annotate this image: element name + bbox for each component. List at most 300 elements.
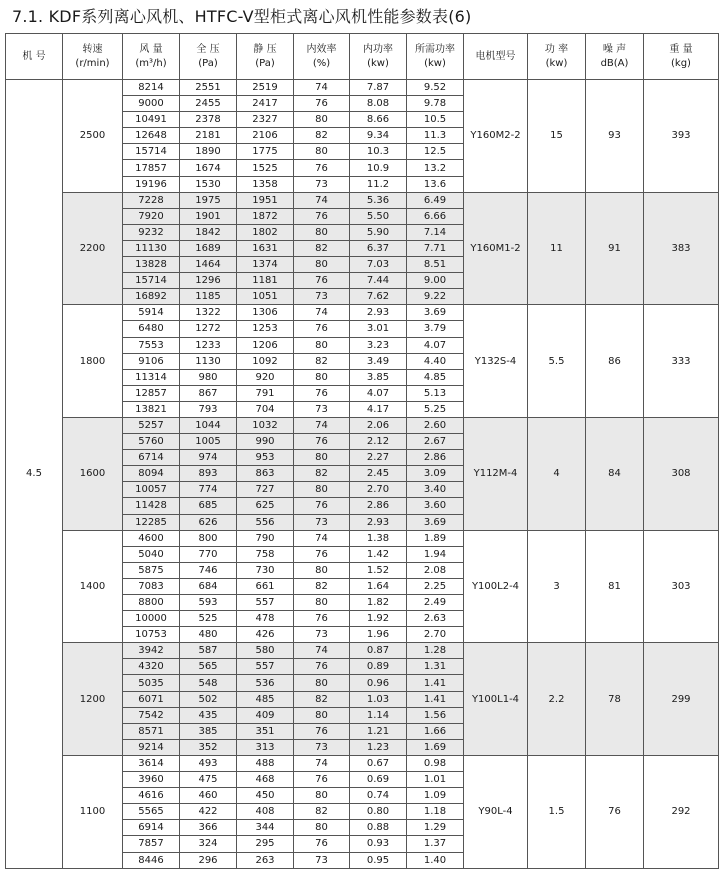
total-pressure-cell: 1975 bbox=[180, 192, 237, 208]
total-pressure-cell: 2455 bbox=[180, 96, 237, 112]
motor-model-cell: Y160M2-2 bbox=[464, 80, 528, 193]
airflow-cell: 10000 bbox=[123, 611, 180, 627]
efficiency-cell: 76 bbox=[294, 273, 350, 289]
motor-model-cell: Y90L-4 bbox=[464, 755, 528, 868]
airflow-cell: 4320 bbox=[123, 659, 180, 675]
static-pressure-cell: 1181 bbox=[237, 273, 294, 289]
header-speed bbox=[63, 34, 123, 80]
required-power-cell: 13.6 bbox=[407, 176, 464, 192]
total-pressure-cell: 1322 bbox=[180, 305, 237, 321]
static-pressure-cell: 1775 bbox=[237, 144, 294, 160]
airflow-cell: 8571 bbox=[123, 723, 180, 739]
airflow-cell: 15714 bbox=[123, 144, 180, 160]
header-unit: (m³/h) bbox=[135, 57, 167, 69]
required-power-cell: 3.60 bbox=[407, 498, 464, 514]
header-label: 噪 声 bbox=[602, 43, 627, 55]
internal-power-cell: 9.34 bbox=[350, 128, 407, 144]
efficiency-cell: 80 bbox=[294, 112, 350, 128]
airflow-cell: 6480 bbox=[123, 321, 180, 337]
airflow-cell: 7083 bbox=[123, 578, 180, 594]
efficiency-cell: 76 bbox=[294, 546, 350, 562]
airflow-cell: 13821 bbox=[123, 401, 180, 417]
total-pressure-cell: 352 bbox=[180, 739, 237, 755]
internal-power-cell: 1.38 bbox=[350, 530, 407, 546]
efficiency-cell: 74 bbox=[294, 80, 350, 96]
total-pressure-cell: 793 bbox=[180, 401, 237, 417]
static-pressure-cell: 488 bbox=[237, 755, 294, 771]
header-unit: (kw) bbox=[545, 57, 568, 69]
efficiency-cell: 73 bbox=[294, 176, 350, 192]
efficiency-cell: 73 bbox=[294, 401, 350, 417]
speed-cell: 1800 bbox=[63, 305, 123, 418]
noise-cell: 93 bbox=[586, 80, 644, 193]
required-power-cell: 12.5 bbox=[407, 144, 464, 160]
required-power-cell: 1.69 bbox=[407, 739, 464, 755]
speed-cell: 2200 bbox=[63, 192, 123, 305]
header-required-power bbox=[407, 34, 464, 80]
total-pressure-cell: 1674 bbox=[180, 160, 237, 176]
efficiency-cell: 74 bbox=[294, 755, 350, 771]
table-row bbox=[6, 305, 719, 321]
required-power-cell: 1.01 bbox=[407, 772, 464, 788]
speed-cell: 1400 bbox=[63, 530, 123, 643]
motor-model-cell: Y132S-4 bbox=[464, 305, 528, 418]
required-power-cell: 7.14 bbox=[407, 224, 464, 240]
efficiency-cell: 80 bbox=[294, 788, 350, 804]
header-unit: (Pa) bbox=[255, 57, 275, 69]
table-row bbox=[6, 192, 719, 208]
weight-cell: 292 bbox=[644, 755, 719, 868]
efficiency-cell: 80 bbox=[294, 820, 350, 836]
internal-power-cell: 3.01 bbox=[350, 321, 407, 337]
static-pressure-cell: 758 bbox=[237, 546, 294, 562]
efficiency-cell: 76 bbox=[294, 321, 350, 337]
header-noise bbox=[586, 34, 644, 80]
airflow-cell: 13828 bbox=[123, 257, 180, 273]
total-pressure-cell: 685 bbox=[180, 498, 237, 514]
table-header bbox=[6, 34, 719, 80]
required-power-cell: 1.37 bbox=[407, 836, 464, 852]
internal-power-cell: 4.17 bbox=[350, 401, 407, 417]
total-pressure-cell: 774 bbox=[180, 482, 237, 498]
static-pressure-cell: 791 bbox=[237, 385, 294, 401]
total-pressure-cell: 324 bbox=[180, 836, 237, 852]
static-pressure-cell: 344 bbox=[237, 820, 294, 836]
airflow-cell: 9106 bbox=[123, 353, 180, 369]
header-motor-model bbox=[464, 34, 528, 80]
efficiency-cell: 76 bbox=[294, 160, 350, 176]
total-pressure-cell: 1005 bbox=[180, 434, 237, 450]
static-pressure-cell: 408 bbox=[237, 804, 294, 820]
speed-cell: 1100 bbox=[63, 755, 123, 868]
static-pressure-cell: 1306 bbox=[237, 305, 294, 321]
table-row bbox=[6, 755, 719, 771]
internal-power-cell: 1.23 bbox=[350, 739, 407, 755]
static-pressure-cell: 485 bbox=[237, 691, 294, 707]
static-pressure-cell: 351 bbox=[237, 723, 294, 739]
airflow-cell: 5257 bbox=[123, 417, 180, 433]
motor-power-cell: 3 bbox=[528, 530, 586, 643]
efficiency-cell: 74 bbox=[294, 417, 350, 433]
total-pressure-cell: 587 bbox=[180, 643, 237, 659]
efficiency-cell: 73 bbox=[294, 514, 350, 530]
efficiency-cell: 80 bbox=[294, 224, 350, 240]
header-weight bbox=[644, 34, 719, 80]
airflow-cell: 10491 bbox=[123, 112, 180, 128]
internal-power-cell: 4.07 bbox=[350, 385, 407, 401]
efficiency-cell: 76 bbox=[294, 772, 350, 788]
motor-model-cell: Y100L2-4 bbox=[464, 530, 528, 643]
header-label: 全 压 bbox=[196, 43, 220, 55]
total-pressure-cell: 296 bbox=[180, 852, 237, 868]
static-pressure-cell: 1358 bbox=[237, 176, 294, 192]
airflow-cell: 6071 bbox=[123, 691, 180, 707]
efficiency-cell: 76 bbox=[294, 611, 350, 627]
header-label: 所需功率 bbox=[415, 43, 455, 55]
airflow-cell: 11314 bbox=[123, 369, 180, 385]
static-pressure-cell: 1374 bbox=[237, 257, 294, 273]
header-unit: (Pa) bbox=[198, 57, 218, 69]
airflow-cell: 6914 bbox=[123, 820, 180, 836]
internal-power-cell: 2.93 bbox=[350, 305, 407, 321]
table-row bbox=[6, 530, 719, 546]
total-pressure-cell: 525 bbox=[180, 611, 237, 627]
internal-power-cell: 0.89 bbox=[350, 659, 407, 675]
required-power-cell: 1.56 bbox=[407, 707, 464, 723]
airflow-cell: 11428 bbox=[123, 498, 180, 514]
airflow-cell: 5040 bbox=[123, 546, 180, 562]
efficiency-cell: 76 bbox=[294, 498, 350, 514]
airflow-cell: 7857 bbox=[123, 836, 180, 852]
static-pressure-cell: 2519 bbox=[237, 80, 294, 96]
total-pressure-cell: 1044 bbox=[180, 417, 237, 433]
total-pressure-cell: 1233 bbox=[180, 337, 237, 353]
required-power-cell: 0.98 bbox=[407, 755, 464, 771]
required-power-cell: 3.69 bbox=[407, 305, 464, 321]
required-power-cell: 1.41 bbox=[407, 691, 464, 707]
internal-power-cell: 2.86 bbox=[350, 498, 407, 514]
speed-cell: 1600 bbox=[63, 417, 123, 530]
airflow-cell: 12648 bbox=[123, 128, 180, 144]
total-pressure-cell: 2378 bbox=[180, 112, 237, 128]
static-pressure-cell: 1802 bbox=[237, 224, 294, 240]
total-pressure-cell: 800 bbox=[180, 530, 237, 546]
required-power-cell: 3.09 bbox=[407, 466, 464, 482]
airflow-cell: 8094 bbox=[123, 466, 180, 482]
header-total-pressure bbox=[180, 34, 237, 80]
static-pressure-cell: 468 bbox=[237, 772, 294, 788]
total-pressure-cell: 493 bbox=[180, 755, 237, 771]
internal-power-cell: 6.37 bbox=[350, 240, 407, 256]
weight-cell: 299 bbox=[644, 643, 719, 756]
internal-power-cell: 1.82 bbox=[350, 595, 407, 611]
internal-power-cell: 2.93 bbox=[350, 514, 407, 530]
static-pressure-cell: 1253 bbox=[237, 321, 294, 337]
required-power-cell: 1.31 bbox=[407, 659, 464, 675]
header-label: 内功率 bbox=[363, 43, 393, 55]
static-pressure-cell: 1872 bbox=[237, 208, 294, 224]
static-pressure-cell: 1051 bbox=[237, 289, 294, 305]
table-row bbox=[6, 643, 719, 659]
airflow-cell: 7228 bbox=[123, 192, 180, 208]
efficiency-cell: 76 bbox=[294, 96, 350, 112]
required-power-cell: 3.69 bbox=[407, 514, 464, 530]
header-unit: dB(A) bbox=[600, 57, 629, 69]
internal-power-cell: 0.87 bbox=[350, 643, 407, 659]
motor-model-cell: Y160M1-2 bbox=[464, 192, 528, 305]
internal-power-cell: 1.14 bbox=[350, 707, 407, 723]
internal-power-cell: 1.21 bbox=[350, 723, 407, 739]
internal-power-cell: 1.52 bbox=[350, 562, 407, 578]
static-pressure-cell: 704 bbox=[237, 401, 294, 417]
total-pressure-cell: 593 bbox=[180, 595, 237, 611]
total-pressure-cell: 480 bbox=[180, 627, 237, 643]
required-power-cell: 8.51 bbox=[407, 257, 464, 273]
static-pressure-cell: 478 bbox=[237, 611, 294, 627]
efficiency-cell: 73 bbox=[294, 627, 350, 643]
weight-cell: 333 bbox=[644, 305, 719, 418]
airflow-cell: 5760 bbox=[123, 434, 180, 450]
required-power-cell: 2.08 bbox=[407, 562, 464, 578]
header-motor-power bbox=[528, 34, 586, 80]
efficiency-cell: 82 bbox=[294, 353, 350, 369]
efficiency-cell: 76 bbox=[294, 659, 350, 675]
motor-model-cell: Y112M-4 bbox=[464, 417, 528, 530]
total-pressure-cell: 1130 bbox=[180, 353, 237, 369]
static-pressure-cell: 1206 bbox=[237, 337, 294, 353]
total-pressure-cell: 2551 bbox=[180, 80, 237, 96]
efficiency-cell: 80 bbox=[294, 450, 350, 466]
motor-power-cell: 4 bbox=[528, 417, 586, 530]
static-pressure-cell: 727 bbox=[237, 482, 294, 498]
motor-power-cell: 2.2 bbox=[528, 643, 586, 756]
required-power-cell: 1.66 bbox=[407, 723, 464, 739]
header-label: 风 量 bbox=[139, 43, 163, 55]
header-label: 转速 bbox=[82, 43, 103, 55]
airflow-cell: 7553 bbox=[123, 337, 180, 353]
model-number-cell: 4.5 bbox=[6, 80, 63, 869]
total-pressure-cell: 626 bbox=[180, 514, 237, 530]
internal-power-cell: 1.64 bbox=[350, 578, 407, 594]
required-power-cell: 9.52 bbox=[407, 80, 464, 96]
total-pressure-cell: 867 bbox=[180, 385, 237, 401]
table-row bbox=[6, 80, 719, 96]
static-pressure-cell: 920 bbox=[237, 369, 294, 385]
header-unit: (r/min) bbox=[75, 57, 110, 69]
efficiency-cell: 82 bbox=[294, 691, 350, 707]
speed-cell: 2500 bbox=[63, 80, 123, 193]
required-power-cell: 1.09 bbox=[407, 788, 464, 804]
total-pressure-cell: 385 bbox=[180, 723, 237, 739]
internal-power-cell: 7.03 bbox=[350, 257, 407, 273]
efficiency-cell: 82 bbox=[294, 466, 350, 482]
static-pressure-cell: 426 bbox=[237, 627, 294, 643]
total-pressure-cell: 1901 bbox=[180, 208, 237, 224]
airflow-cell: 5565 bbox=[123, 804, 180, 820]
total-pressure-cell: 460 bbox=[180, 788, 237, 804]
airflow-cell: 9232 bbox=[123, 224, 180, 240]
static-pressure-cell: 557 bbox=[237, 595, 294, 611]
required-power-cell: 7.71 bbox=[407, 240, 464, 256]
weight-cell: 393 bbox=[644, 80, 719, 193]
total-pressure-cell: 1890 bbox=[180, 144, 237, 160]
required-power-cell: 2.60 bbox=[407, 417, 464, 433]
header-efficiency bbox=[294, 34, 350, 80]
required-power-cell: 11.3 bbox=[407, 128, 464, 144]
efficiency-cell: 74 bbox=[294, 192, 350, 208]
airflow-cell: 3960 bbox=[123, 772, 180, 788]
internal-power-cell: 8.08 bbox=[350, 96, 407, 112]
noise-cell: 76 bbox=[586, 755, 644, 868]
efficiency-cell: 82 bbox=[294, 804, 350, 820]
page-title: 7.1. KDF系列离心风机、HTFC-V型柜式离心风机性能参数表(6) bbox=[12, 7, 472, 26]
required-power-cell: 1.29 bbox=[407, 820, 464, 836]
total-pressure-cell: 1296 bbox=[180, 273, 237, 289]
internal-power-cell: 2.06 bbox=[350, 417, 407, 433]
internal-power-cell: 3.23 bbox=[350, 337, 407, 353]
required-power-cell: 1.18 bbox=[407, 804, 464, 820]
internal-power-cell: 5.50 bbox=[350, 208, 407, 224]
airflow-cell: 10057 bbox=[123, 482, 180, 498]
motor-power-cell: 5.5 bbox=[528, 305, 586, 418]
static-pressure-cell: 1631 bbox=[237, 240, 294, 256]
airflow-cell: 5914 bbox=[123, 305, 180, 321]
internal-power-cell: 0.88 bbox=[350, 820, 407, 836]
internal-power-cell: 7.62 bbox=[350, 289, 407, 305]
internal-power-cell: 0.93 bbox=[350, 836, 407, 852]
internal-power-cell: 0.74 bbox=[350, 788, 407, 804]
internal-power-cell: 10.3 bbox=[350, 144, 407, 160]
internal-power-cell: 7.87 bbox=[350, 80, 407, 96]
required-power-cell: 2.49 bbox=[407, 595, 464, 611]
static-pressure-cell: 1032 bbox=[237, 417, 294, 433]
total-pressure-cell: 1272 bbox=[180, 321, 237, 337]
internal-power-cell: 2.27 bbox=[350, 450, 407, 466]
efficiency-cell: 80 bbox=[294, 482, 350, 498]
total-pressure-cell: 502 bbox=[180, 691, 237, 707]
internal-power-cell: 0.95 bbox=[350, 852, 407, 868]
required-power-cell: 1.94 bbox=[407, 546, 464, 562]
required-power-cell: 5.13 bbox=[407, 385, 464, 401]
internal-power-cell: 0.96 bbox=[350, 675, 407, 691]
required-power-cell: 2.63 bbox=[407, 611, 464, 627]
internal-power-cell: 7.44 bbox=[350, 273, 407, 289]
internal-power-cell: 1.03 bbox=[350, 691, 407, 707]
airflow-cell: 12857 bbox=[123, 385, 180, 401]
required-power-cell: 5.25 bbox=[407, 401, 464, 417]
static-pressure-cell: 580 bbox=[237, 643, 294, 659]
required-power-cell: 1.40 bbox=[407, 852, 464, 868]
efficiency-cell: 74 bbox=[294, 643, 350, 659]
static-pressure-cell: 953 bbox=[237, 450, 294, 466]
total-pressure-cell: 746 bbox=[180, 562, 237, 578]
airflow-cell: 6714 bbox=[123, 450, 180, 466]
efficiency-cell: 73 bbox=[294, 739, 350, 755]
efficiency-cell: 76 bbox=[294, 723, 350, 739]
header-model bbox=[6, 34, 63, 80]
static-pressure-cell: 556 bbox=[237, 514, 294, 530]
total-pressure-cell: 1530 bbox=[180, 176, 237, 192]
airflow-cell: 10753 bbox=[123, 627, 180, 643]
total-pressure-cell: 1689 bbox=[180, 240, 237, 256]
airflow-cell: 3942 bbox=[123, 643, 180, 659]
table-row bbox=[6, 417, 719, 433]
required-power-cell: 10.5 bbox=[407, 112, 464, 128]
efficiency-cell: 74 bbox=[294, 305, 350, 321]
internal-power-cell: 5.36 bbox=[350, 192, 407, 208]
total-pressure-cell: 422 bbox=[180, 804, 237, 820]
total-pressure-cell: 974 bbox=[180, 450, 237, 466]
static-pressure-cell: 409 bbox=[237, 707, 294, 723]
static-pressure-cell: 2417 bbox=[237, 96, 294, 112]
weight-cell: 383 bbox=[644, 192, 719, 305]
total-pressure-cell: 366 bbox=[180, 820, 237, 836]
header-airflow bbox=[123, 34, 180, 80]
table-body bbox=[6, 80, 719, 869]
total-pressure-cell: 980 bbox=[180, 369, 237, 385]
efficiency-cell: 80 bbox=[294, 337, 350, 353]
noise-cell: 84 bbox=[586, 417, 644, 530]
header-label: 电机型号 bbox=[475, 50, 516, 62]
static-pressure-cell: 557 bbox=[237, 659, 294, 675]
motor-power-cell: 1.5 bbox=[528, 755, 586, 868]
total-pressure-cell: 565 bbox=[180, 659, 237, 675]
efficiency-cell: 80 bbox=[294, 562, 350, 578]
efficiency-cell: 80 bbox=[294, 144, 350, 160]
required-power-cell: 6.49 bbox=[407, 192, 464, 208]
efficiency-cell: 76 bbox=[294, 836, 350, 852]
airflow-cell: 9000 bbox=[123, 96, 180, 112]
required-power-cell: 3.40 bbox=[407, 482, 464, 498]
airflow-cell: 7542 bbox=[123, 707, 180, 723]
required-power-cell: 13.2 bbox=[407, 160, 464, 176]
internal-power-cell: 1.42 bbox=[350, 546, 407, 562]
static-pressure-cell: 2106 bbox=[237, 128, 294, 144]
airflow-cell: 7920 bbox=[123, 208, 180, 224]
internal-power-cell: 2.12 bbox=[350, 434, 407, 450]
total-pressure-cell: 1464 bbox=[180, 257, 237, 273]
total-pressure-cell: 770 bbox=[180, 546, 237, 562]
internal-power-cell: 1.96 bbox=[350, 627, 407, 643]
efficiency-cell: 80 bbox=[294, 675, 350, 691]
static-pressure-cell: 661 bbox=[237, 578, 294, 594]
motor-power-cell: 15 bbox=[528, 80, 586, 193]
airflow-cell: 9214 bbox=[123, 739, 180, 755]
efficiency-cell: 80 bbox=[294, 595, 350, 611]
required-power-cell: 6.66 bbox=[407, 208, 464, 224]
static-pressure-cell: 1951 bbox=[237, 192, 294, 208]
total-pressure-cell: 893 bbox=[180, 466, 237, 482]
performance-table bbox=[5, 33, 719, 869]
airflow-cell: 19196 bbox=[123, 176, 180, 192]
header-unit: (kw) bbox=[424, 57, 446, 69]
efficiency-cell: 74 bbox=[294, 530, 350, 546]
header-label: 功 率 bbox=[544, 43, 569, 55]
internal-power-cell: 11.2 bbox=[350, 176, 407, 192]
required-power-cell: 9.00 bbox=[407, 273, 464, 289]
static-pressure-cell: 313 bbox=[237, 739, 294, 755]
noise-cell: 78 bbox=[586, 643, 644, 756]
motor-power-cell: 11 bbox=[528, 192, 586, 305]
static-pressure-cell: 263 bbox=[237, 852, 294, 868]
header-label: 机 号 bbox=[22, 50, 46, 62]
static-pressure-cell: 790 bbox=[237, 530, 294, 546]
airflow-cell: 4600 bbox=[123, 530, 180, 546]
required-power-cell: 2.67 bbox=[407, 434, 464, 450]
static-pressure-cell: 730 bbox=[237, 562, 294, 578]
motor-model-cell: Y100L1-4 bbox=[464, 643, 528, 756]
static-pressure-cell: 625 bbox=[237, 498, 294, 514]
